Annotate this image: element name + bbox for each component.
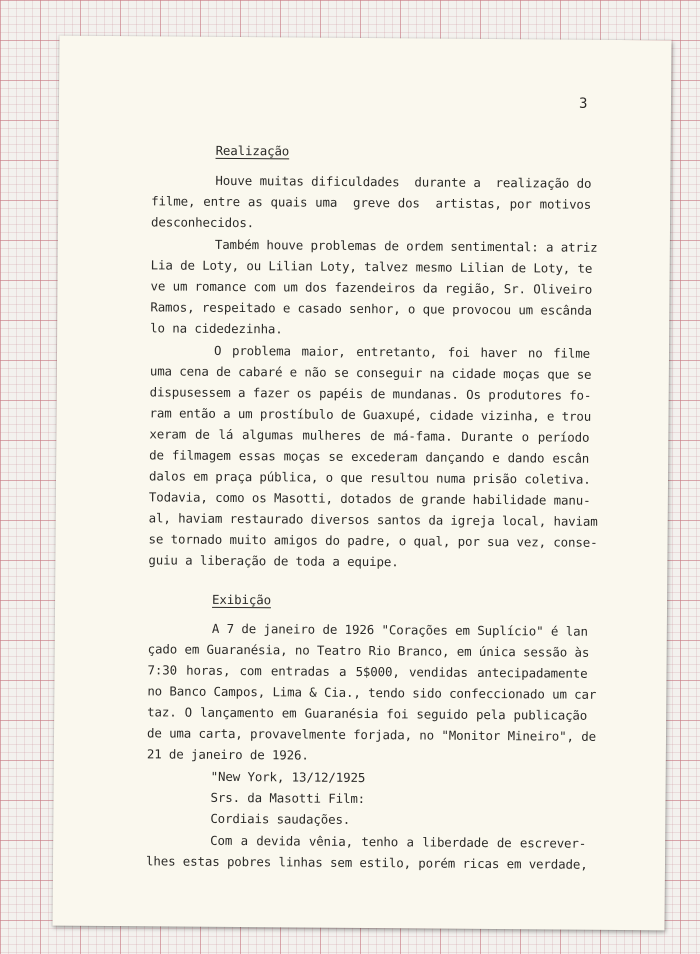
text-line: ve um romance com um dos fazendeiros da região, Sr. Oliveiro — [150, 278, 593, 297]
text-fragment: Lia de Loty, ou Lilian Loty, talvez mesmo Lilian de Loty, te — [150, 257, 593, 276]
text-line: guiu a liberação de toda a equipe. — [148, 552, 399, 570]
section-heading-realizacao: Realização — [215, 142, 290, 159]
text-line: 7:30 horas, com entradas a 5$000, vendidas antecipadamente — [147, 662, 588, 681]
letter-line: "New York, 13/12/1925 — [210, 768, 366, 786]
text-line: lhes estas pobres linhas sem estilo, porém ricas em verdade, — [145, 853, 588, 872]
text-line: taz. O lançamento em Guaranésia foi seguido pela publicação — [147, 704, 588, 723]
text-line: Ramos, respeitado e casado senhor, o que provocou um escânda — [150, 299, 593, 318]
page-number: 3 — [578, 95, 588, 112]
text-line: al, haviam restaurado diversos santos da igreja local, haviam — [148, 510, 598, 529]
text-line: desconhecidos. — [150, 214, 255, 231]
letter-line: Cordiais saudações. — [210, 810, 351, 827]
text-line: Houve muitas dificuldades durante a realização do — [215, 172, 592, 191]
text-line: lo na cidedezinha. — [150, 320, 283, 337]
text-line: dispusessem a fazer os papéis de mundanas. Os produtores fo- — [149, 384, 592, 403]
text-line: de uma carta, provavelmente forjada, no "Monitor Mineiro", de — [146, 725, 597, 744]
typewritten-page — [53, 36, 672, 931]
text-line: no Banco Campos, Lima & Cia., tendo sido confeccionado um car — [147, 683, 597, 702]
section-heading-exibicao: Exibição — [212, 591, 272, 608]
text-line: O problema maior, entretanto, foi haver no filme — [213, 342, 591, 361]
letter-line: Srs. da Masotti Film: — [210, 789, 366, 807]
text-line: ram então a um prostíbulo de Guaxupé, cidade vizinha, e trou — [149, 405, 592, 424]
text-line: Com a devida vênia, tenho a liberdade de escrever- — [210, 832, 587, 851]
text-line: çado em Guaranésia, no Teatro Rio Branco, em única sessão às — [147, 641, 590, 660]
text-line: Todavia, como os Masotti, dotados de grande habilidade manu- — [148, 489, 591, 508]
text-line: filme, entre as quais uma greve dos artistas, por motivos — [151, 193, 592, 212]
text-line: uma cena de cabaré e não se conseguir na cidade moças que se — [149, 363, 592, 382]
text-line: 21 de janeiro de 1926. — [146, 746, 309, 763]
text-line: se tornado muito amigos do padre, o qual, por sua vez, conse- — [148, 531, 598, 550]
text-line — [151, 257, 591, 275]
text-line: dalos em praça pública, o que resultou numa prisão coletiva. — [148, 468, 591, 487]
text-line: xeram de lá algumas mulheres de má-fama. Durante o período — [149, 426, 590, 445]
text-line: Também houve problemas de ordem sentimental: a atriz — [214, 236, 598, 255]
text-line: de filmagem essas moças se excederam dançando e dando escân — [149, 447, 590, 466]
text-line: A 7 de janeiro de 1926 "Corações em Suplício" é lan — [211, 620, 588, 639]
